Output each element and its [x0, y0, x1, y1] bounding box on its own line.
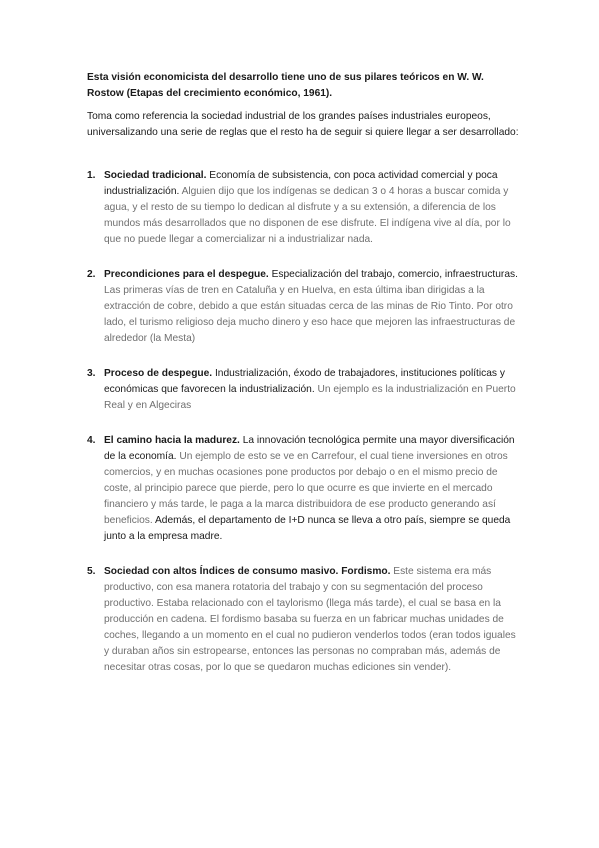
stage-description: Las primeras vías de tren en Cataluña y en Huelva, en esta última iban dirigidas a la extracción de cobre, debido a que están situadas cerca de las minas de Rio Tinto. Por otro lado, el turismo religioso deja mucho dinero y eso hace que mejoren las infraestructuras de alrededor (la Mesta)	[104, 285, 516, 344]
stage-description: Un ejemplo de esto se ve en Carrefour, el cual tiene inversiones en otros comercios, y en muchas ocasiones pone productos por debajo o en el mismo precio de coste, al principio parece que pierde, pero lo que ocurre es que invierte en el mercado financiero y más tarde, le paga a la marca distribuidora de ese producto generando así beneficios.	[104, 451, 508, 526]
stage-heading: Precondiciones para el despegue.	[104, 269, 269, 280]
stage-heading: Proceso de despegue.	[104, 368, 213, 379]
list-number: 1.	[87, 170, 96, 181]
stage-summary: Industrialización, éxodo de trabajadores, instituciones políticas y económicas que favorecen la industrialización.	[104, 368, 505, 395]
stage-description: Este sistema era más productivo, con esa manera rotatoria del trabajo y con su segmentación del proceso productivo. Estaba relacionado con el taylorismo (llega más tarde), el cual se basa en la producción en cadena. El fordismo basaba su fuerza en un fabricar muchas unidades de coches, llegando a un momento en el cual no pudieron venderlos todos (eran todos iguales y duraban años sin estropearse, entonces las personas no compraban más, además de necesitar otras cosas, por lo que se quedaron muchas ediciones sin vender).	[104, 566, 516, 673]
list-number: 4.	[87, 435, 96, 446]
stage-summary: La innovación tecnológica permite una mayor diversificación de la economía.	[104, 435, 515, 462]
stage-heading: Sociedad con altos Índices de consumo masivo. Fordismo.	[104, 566, 391, 577]
list-number: 2.	[87, 269, 96, 280]
list-item	[87, 433, 519, 545]
stages-list	[87, 168, 519, 676]
intro-heading: Esta visión economicista del desarrollo tiene uno de sus pilares teóricos en W. W. Rostow (Etapas del crecimiento económico, 1961).	[87, 72, 484, 99]
list-item	[87, 564, 519, 676]
list-number: 3.	[87, 368, 96, 379]
list-item	[87, 168, 519, 248]
intro-paragraph: Toma como referencia la sociedad industrial de los grandes países industriales europeos, universalizando una serie de reglas que el resto ha de seguir si quiere llegar a ser desarrollado:	[87, 111, 519, 138]
stage-heading: El camino hacia la madurez.	[104, 435, 240, 446]
stage-heading: Sociedad tradicional.	[104, 170, 207, 181]
list-number: 5.	[87, 566, 96, 577]
stage-summary: Especialización del trabajo, comercio, infraestructuras.	[268, 269, 518, 280]
list-item	[87, 366, 519, 414]
stage-note: Además, el departamento de I+D nunca se lleva a otro país, siempre se queda junto a la empresa madre.	[104, 515, 511, 542]
stage-summary: Economía de subsistencia, con poca actividad comercial y poca industrialización.	[104, 170, 498, 197]
stage-description: Un ejemplo es la industrialización en Puerto Real y en Algeciras	[104, 384, 516, 411]
list-item	[87, 267, 519, 347]
stage-description: Alguien dijo que los indígenas se dedican 3 o 4 horas a buscar comida y agua, y el resto de su tiempo lo dedican al disfrute y a su extensión, a diferencia de los mundos más desarrollados que no disponen de ese disfrute. El indígena vive al día, por lo que no puede llegar a comercializar ni a industrializar nada.	[104, 186, 511, 245]
